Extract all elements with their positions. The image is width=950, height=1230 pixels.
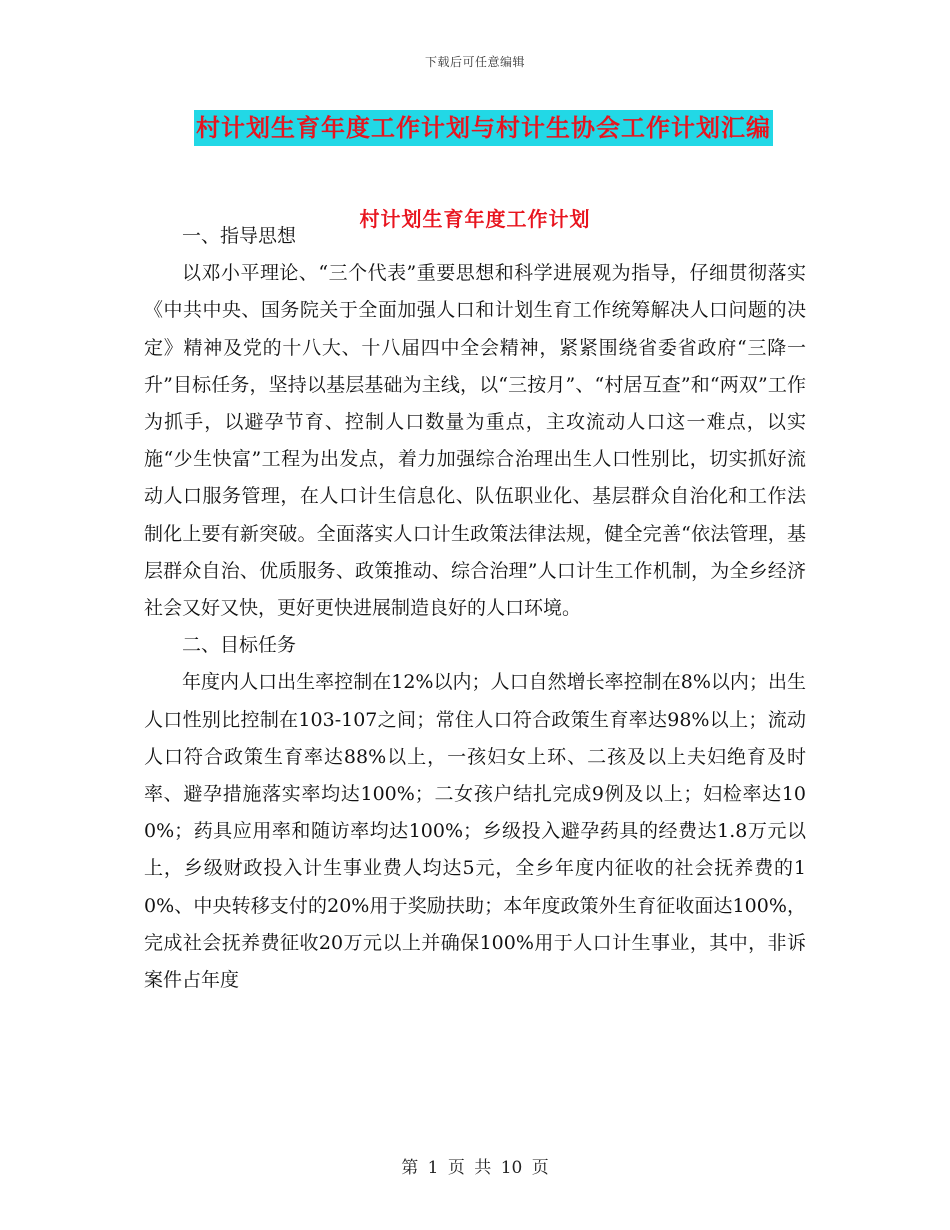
document-body <box>144 218 806 999</box>
section-heading-guiding-ideology: 一、指导思想 <box>182 225 297 247</box>
sub-title: 村计划生育年度工作计划 <box>359 207 591 231</box>
page-number: 第 1 页 共 10 页 <box>401 1158 549 1178</box>
main-title: 村计划生育年度工作计划与村计生协会工作计划汇编 <box>194 110 773 146</box>
paragraph-guiding-ideology: 以邓小平理论、“三个代表”重要思想和科学进展观为指导，仔细贯彻落实《中共中央、国务院关于全面加强人口和计划生育工作统筹解决人口问题的决定》精神及党的十八大、十八届四中全会精神，紧紧围绕省委省政府“三降一升”目标任务，坚持以基层基础为主线，以“三按月”、“村居互查”和“两双”工作为抓手，以避孕节育、控制人口数量为重点，主攻流动人口这一难点，以实施“少生快富”工程为出发点，着力加强综合治理出生人口性别比，切实抓好流动人口服务管理，在人口计生信息化、队伍职业化、基层群众自治化和工作法制化上要有新突破。全面落实人口计生政策法律法规，健全完善“依法管理，基层群众自治、优质服务、政策推动、综合治理”人口计生工作机制，为全乡经济社会又好又快，更好更快进展制造良好的人口环境。 <box>144 262 806 620</box>
header-note: 下载后可任意编辑 <box>424 55 525 69</box>
paragraph-targets: 年度内人口出生率控制在12%以内；人口自然增长率控制在8%以内；出生人口性别比控制在103-107之间；常住人口符合政策生育率达98%以上；流动人口符合政策生育率达88%以上，一孩妇女上环、二孩及以上夫妇绝育及时率、避孕措施落实率均达100%；二女孩户结扎完成9例及以上；妇检率达100%；药具应用率和随访率均达100%；乡级投入避孕药具的经费达1.8万元以上，乡级财政投入计生事业费人均达5元，全乡年度内征收的社会抚养费的10%、中央转移支付的20%用于奖励扶助；本年度政策外生育征收面达100%，完成社会抚养费征收20万元以上并确保100%用于人口计生事业，其中，非诉案件占年度 <box>144 671 806 992</box>
section-heading-targets: 二、目标任务 <box>182 634 297 657</box>
